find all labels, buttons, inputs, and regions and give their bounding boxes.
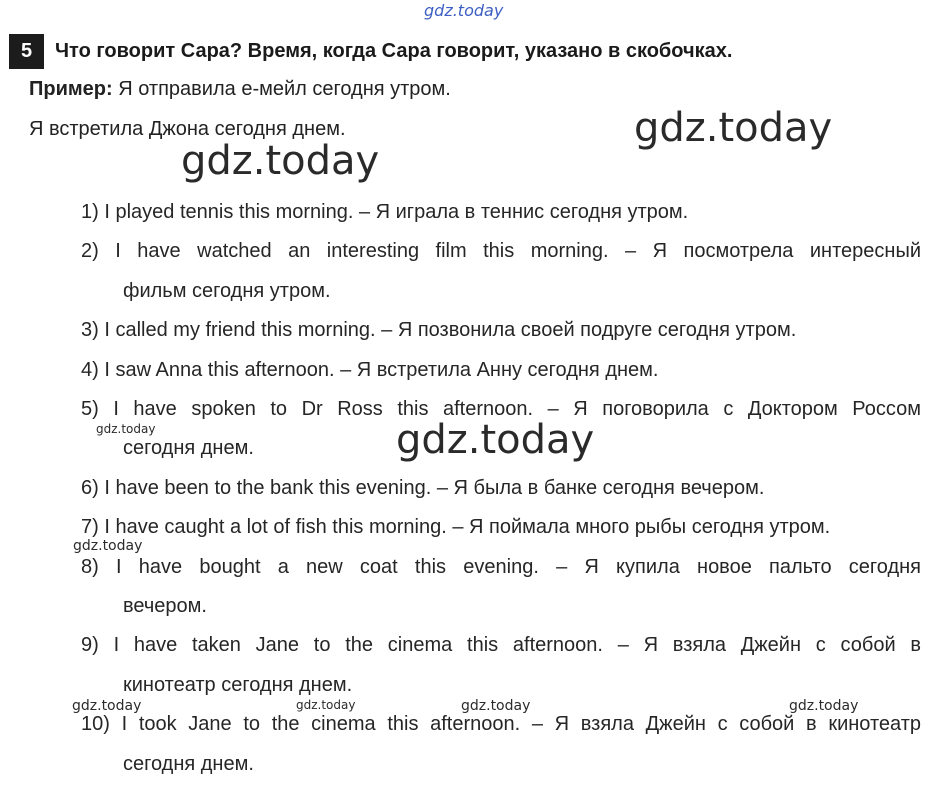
watermark-large: gdz.today (396, 417, 595, 463)
example-text: Я отправила е-мейл сегодня утром. (118, 78, 451, 100)
item-text: I have taken Jane to the cinema this afternoon. – Я взяла Джейн с собой в (113, 634, 921, 657)
item-number: 5) (81, 398, 99, 421)
answer-item (81, 469, 921, 508)
item-number: 6) (81, 476, 99, 499)
example-line (29, 74, 451, 104)
answer-item (81, 626, 921, 705)
item-text: I have caught a lot of fish this morning. – Я поймала много рыбы сегодня утром. (104, 516, 831, 539)
item-text: I saw Anna this afternoon. – Я встретила Анну сегодня днем. (104, 358, 659, 381)
task-title: Что говорит Сара? Время, когда Сара говорит, указано в скобочках. (55, 40, 733, 62)
answer-item (81, 311, 921, 350)
item-continuation: фильм сегодня утром. (123, 279, 331, 302)
watermark-top: gdz.today (424, 1, 504, 20)
example-answer: Я встретила Джона сегодня днем. (29, 118, 346, 140)
answer-line (81, 311, 921, 350)
watermark-small: gdz.today (72, 698, 142, 714)
item-number: 4) (81, 358, 99, 381)
answer-item (81, 193, 921, 232)
item-number: 7) (81, 516, 99, 539)
item-text: I took Jane to the cinema this afternoon. – Я взяла Джейн с собой в кинотеатр (121, 713, 921, 736)
item-text: I called my friend this morning. – Я позвонила своей подруге сегодня утром. (104, 319, 797, 342)
item-continuation: сегодня днем. (123, 437, 254, 460)
watermark-small: gdz.today (461, 698, 531, 714)
item-continuation: сегодня днем. (123, 752, 254, 775)
item-continuation: кинотеатр сегодня днем. (123, 673, 353, 696)
answer-line (81, 548, 921, 587)
item-number: 2) (81, 240, 99, 263)
answer-item (81, 232, 921, 311)
answer-line (81, 232, 921, 271)
answer-item (81, 705, 921, 784)
watermark-small: gdz.today (73, 538, 143, 554)
watermark-large: gdz.today (181, 138, 380, 184)
watermark-large: gdz.today (634, 105, 833, 151)
answer-line (81, 193, 921, 232)
item-text: I have bought a new coat this evening. – Я купила новое пальто сегодня (116, 555, 921, 578)
item-text: I have been to the bank this evening. – Я была в банке сегодня вечером. (104, 476, 765, 499)
answer-list (81, 193, 921, 784)
answer-item (81, 351, 921, 390)
item-number: 8) (81, 555, 99, 578)
watermark-small: gdz.today (296, 698, 356, 712)
item-continuation: вечером. (123, 595, 207, 618)
task-number-badge: 5 (9, 34, 44, 69)
item-text: I have watched an interesting film this morning. – Я посмотрела интересный (115, 240, 921, 263)
answer-item (81, 508, 921, 547)
answer-item (81, 548, 921, 627)
item-number: 1) (81, 201, 99, 223)
answer-line (81, 626, 921, 665)
item-number: 10) (81, 713, 110, 736)
item-text: I have spoken to Dr Ross this afternoon. – Я поговорила с Доктором Россом (113, 398, 921, 421)
example-label: Пример: (29, 78, 113, 100)
item-number: 3) (81, 319, 99, 342)
item-text: I played tennis this morning. – Я играла в теннис сегодня утром. (104, 201, 689, 223)
answer-line (81, 469, 921, 508)
watermark-small: gdz.today (96, 422, 156, 436)
answer-line (81, 351, 921, 390)
watermark-small: gdz.today (789, 698, 859, 714)
item-number: 9) (81, 634, 99, 657)
answer-line (81, 508, 921, 547)
